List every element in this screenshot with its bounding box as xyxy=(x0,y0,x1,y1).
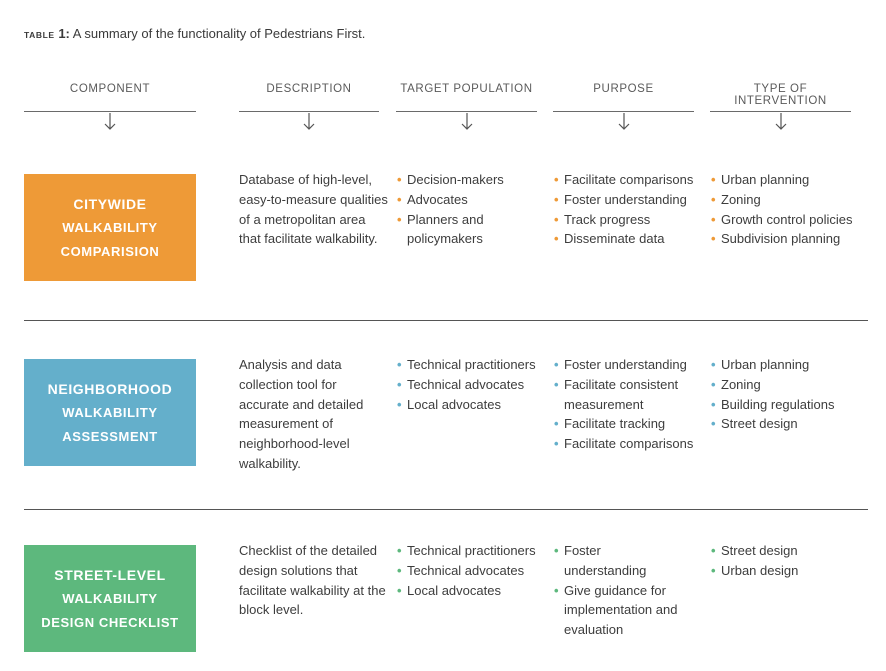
caption-text: A summary of the functionality of Pedestrians First. xyxy=(69,26,366,41)
bullet-icon: • xyxy=(711,376,716,392)
list-item-text: Growth control policies xyxy=(721,211,853,227)
table-number: 1: xyxy=(58,26,70,41)
list-item-text: Local advocates xyxy=(407,396,501,412)
bullet-icon: • xyxy=(554,172,559,187)
description-citywide: Database of high-level, easy-to-measure qualities of a metropolitan area that facilitate walkability. xyxy=(239,172,388,247)
arrow-down-icon xyxy=(460,112,474,132)
bullet-icon: • xyxy=(711,211,716,227)
list-item-text: Urban planning xyxy=(721,172,810,187)
bullet-icon: • xyxy=(397,396,402,412)
bullet-icon: • xyxy=(711,562,716,578)
component-subtitle: DESIGN CHECKLIST xyxy=(41,614,179,630)
list-item xyxy=(397,210,537,250)
list-item xyxy=(711,229,861,249)
list-item-text: Street design xyxy=(721,416,798,432)
bullet-icon: • xyxy=(554,436,559,452)
list-item xyxy=(554,434,699,454)
bullet-icon: • xyxy=(711,416,716,432)
arrow-down-icon xyxy=(302,112,316,132)
list-item xyxy=(397,170,537,190)
list-item xyxy=(711,190,861,210)
intervention-list-street-level xyxy=(711,541,861,581)
list-item-text: Local advocates xyxy=(407,582,501,598)
row-divider xyxy=(24,509,868,510)
header-target-population xyxy=(396,83,537,133)
header-label: TARGET POPULATION xyxy=(400,83,533,95)
bullet-icon: • xyxy=(397,543,402,558)
bullet-icon: • xyxy=(711,172,716,187)
bullet-icon: • xyxy=(711,357,716,372)
list-item-text: Technical advocates xyxy=(407,562,525,578)
table-caption xyxy=(24,26,365,41)
component-subtitle: WALKABILITY xyxy=(62,590,158,606)
list-item-text: Foster understanding xyxy=(564,543,647,578)
purpose-list-neighborhood xyxy=(554,355,699,454)
list-item xyxy=(554,170,699,190)
header-purpose xyxy=(553,83,694,133)
list-item xyxy=(711,395,861,415)
bullet-icon: • xyxy=(397,357,402,372)
bullet-icon: • xyxy=(554,416,559,432)
header-component xyxy=(24,83,196,133)
list-item-text: Street design xyxy=(721,543,798,558)
list-item xyxy=(554,581,679,640)
arrow-down-icon xyxy=(103,112,117,132)
list-item xyxy=(397,355,537,375)
list-item xyxy=(397,561,537,581)
header-label: PURPOSE xyxy=(593,83,654,95)
list-item-text: Technical advocates xyxy=(407,376,525,392)
list-item xyxy=(554,414,699,434)
list-item xyxy=(711,355,861,375)
list-item xyxy=(711,170,861,190)
list-item-text: Urban design xyxy=(721,562,799,578)
list-item xyxy=(397,190,537,210)
bullet-icon: • xyxy=(711,231,716,247)
component-title: NEIGHBORHOOD xyxy=(47,380,173,397)
bullet-icon: • xyxy=(554,543,559,558)
purpose-list-citywide xyxy=(554,170,699,249)
bullet-icon: • xyxy=(554,211,559,227)
list-item xyxy=(711,375,861,395)
component-subtitle: WALKABILITY xyxy=(62,219,158,235)
list-item xyxy=(711,541,861,561)
target-list-citywide xyxy=(397,170,537,249)
list-item-text: Facilitate comparisons xyxy=(564,436,694,452)
list-item-text: Disseminate data xyxy=(564,231,665,247)
list-item xyxy=(554,210,699,230)
list-item xyxy=(397,395,537,415)
list-item-text: Track progress xyxy=(564,211,651,227)
bullet-icon: • xyxy=(397,376,402,392)
bullet-icon: • xyxy=(397,211,402,227)
list-item xyxy=(554,229,699,249)
table-label: TABLE xyxy=(24,30,55,40)
list-item-text: Foster understanding xyxy=(564,357,687,372)
list-item-text: Foster understanding xyxy=(564,191,687,207)
header-type-of-intervention xyxy=(710,83,851,133)
component-subtitle: COMPARISION xyxy=(60,243,160,259)
list-item-text: Decision-makers xyxy=(407,172,504,187)
component-neighborhood xyxy=(24,359,196,466)
list-item-text: Zoning xyxy=(721,376,761,392)
list-item xyxy=(554,190,699,210)
list-item-text: Facilitate comparisons xyxy=(564,172,694,187)
list-item-text: Technical practitioners xyxy=(407,543,536,558)
list-item-text: Advocates xyxy=(407,191,468,207)
target-list-street-level xyxy=(397,541,537,600)
header-description xyxy=(239,83,379,133)
list-item-text: Facilitate tracking xyxy=(564,416,666,432)
description-neighborhood: Analysis and data collection tool for accurate and detailed measurement of neighborhood-level walkability. xyxy=(239,357,364,471)
bullet-icon: • xyxy=(397,582,402,598)
bullet-icon: • xyxy=(397,172,402,187)
arrow-down-icon xyxy=(617,112,631,132)
component-title: STREET-LEVEL xyxy=(54,566,166,583)
row-divider xyxy=(24,320,868,321)
list-item xyxy=(711,561,861,581)
bullet-icon: • xyxy=(397,562,402,578)
component-street-level xyxy=(24,545,196,652)
list-item xyxy=(397,375,537,395)
list-item xyxy=(554,355,699,375)
bullet-icon: • xyxy=(554,376,559,392)
bullet-icon: • xyxy=(554,357,559,372)
target-list-neighborhood xyxy=(397,355,537,414)
component-citywide xyxy=(24,174,196,281)
list-item xyxy=(711,210,861,230)
component-subtitle: ASSESSMENT xyxy=(62,428,158,444)
bullet-icon: • xyxy=(711,543,716,558)
component-subtitle: WALKABILITY xyxy=(62,404,158,420)
purpose-list-street-level xyxy=(554,541,679,640)
intervention-list-neighborhood xyxy=(711,355,861,434)
component-title: CITYWIDE xyxy=(73,195,147,212)
bullet-icon: • xyxy=(554,231,559,247)
list-item xyxy=(554,541,679,581)
intervention-list-citywide xyxy=(711,170,861,249)
list-item-text: Planners and policymakers xyxy=(407,211,484,247)
bullet-icon: • xyxy=(397,191,402,207)
bullet-icon: • xyxy=(711,396,716,412)
list-item-text: Zoning xyxy=(721,191,761,207)
header-label: COMPONENT xyxy=(69,83,151,95)
list-item-text: Building regulations xyxy=(721,396,835,412)
bullet-icon: • xyxy=(554,191,559,207)
list-item-text: Facilitate consistent measurement xyxy=(564,376,679,412)
list-item-text: Give guidance for implementation and evaluation xyxy=(564,582,678,638)
list-item-text: Technical practitioners xyxy=(407,357,536,372)
arrow-down-icon xyxy=(774,112,788,132)
list-item xyxy=(711,414,861,434)
list-item-text: Subdivision planning xyxy=(721,231,841,247)
list-item xyxy=(397,541,537,561)
header-label: DESCRIPTION xyxy=(266,83,352,95)
bullet-icon: • xyxy=(554,582,559,598)
bullet-icon: • xyxy=(711,191,716,207)
header-label: TYPE OF INTERVENTION xyxy=(734,83,827,107)
description-street-level: Checklist of the detailed design solutions that facilitate walkability at the block level. xyxy=(239,543,386,618)
list-item xyxy=(554,375,699,415)
list-item-text: Urban planning xyxy=(721,357,810,372)
list-item xyxy=(397,581,537,601)
